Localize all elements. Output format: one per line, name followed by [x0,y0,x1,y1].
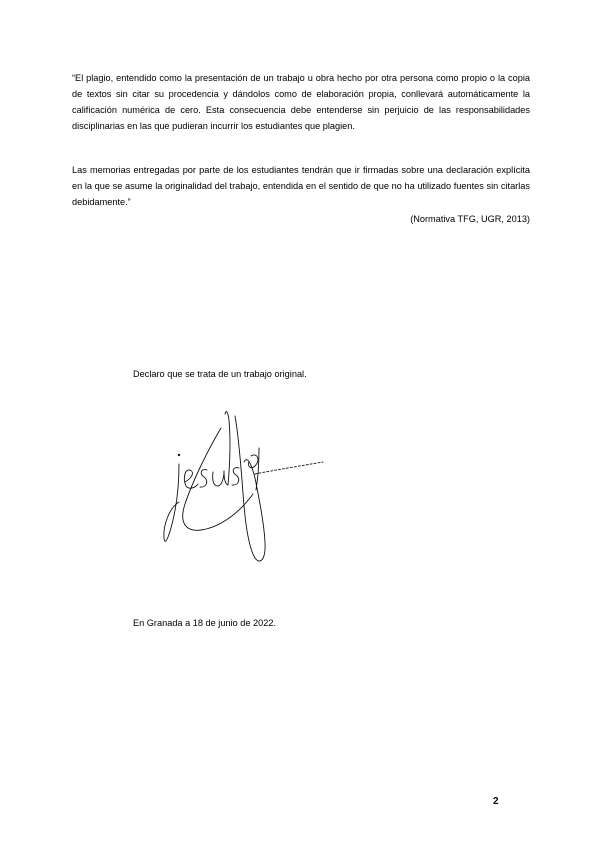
handwritten-signature [155,408,330,568]
page-number: 2 [493,796,499,807]
place-and-date: En Granada a 18 de junio de 2022. [133,618,277,628]
quote-citation: (Normativa TFG, UGR, 2013) [410,214,530,224]
quote-paragraph-1: “El plagio, entendido como la presentación de un trabajo u obra hecho por otra persona como propio o la copia de textos sin citar su procedencia y dándolos como de elaboración propia, conllevará automáticamente la calificación numérica de cero. Esta consecuencia debe entenderse sin perjuicio de las responsabilidades disciplinarias en las que pudieran incurrir los estudiantes que plagien. [72,73,530,131]
originality-declaration: Declaro que se trata de un trabajo original. [133,369,307,379]
quote-paragraph-2: Las memorias entregadas por parte de los estudiantes tendrán que ir firmadas sobre una declaración explícita en la que se asume la originalidad del trabajo, entendida en el sentido de que no ha utilizado fuentes sin citarlas debidamente.” [72,165,530,207]
